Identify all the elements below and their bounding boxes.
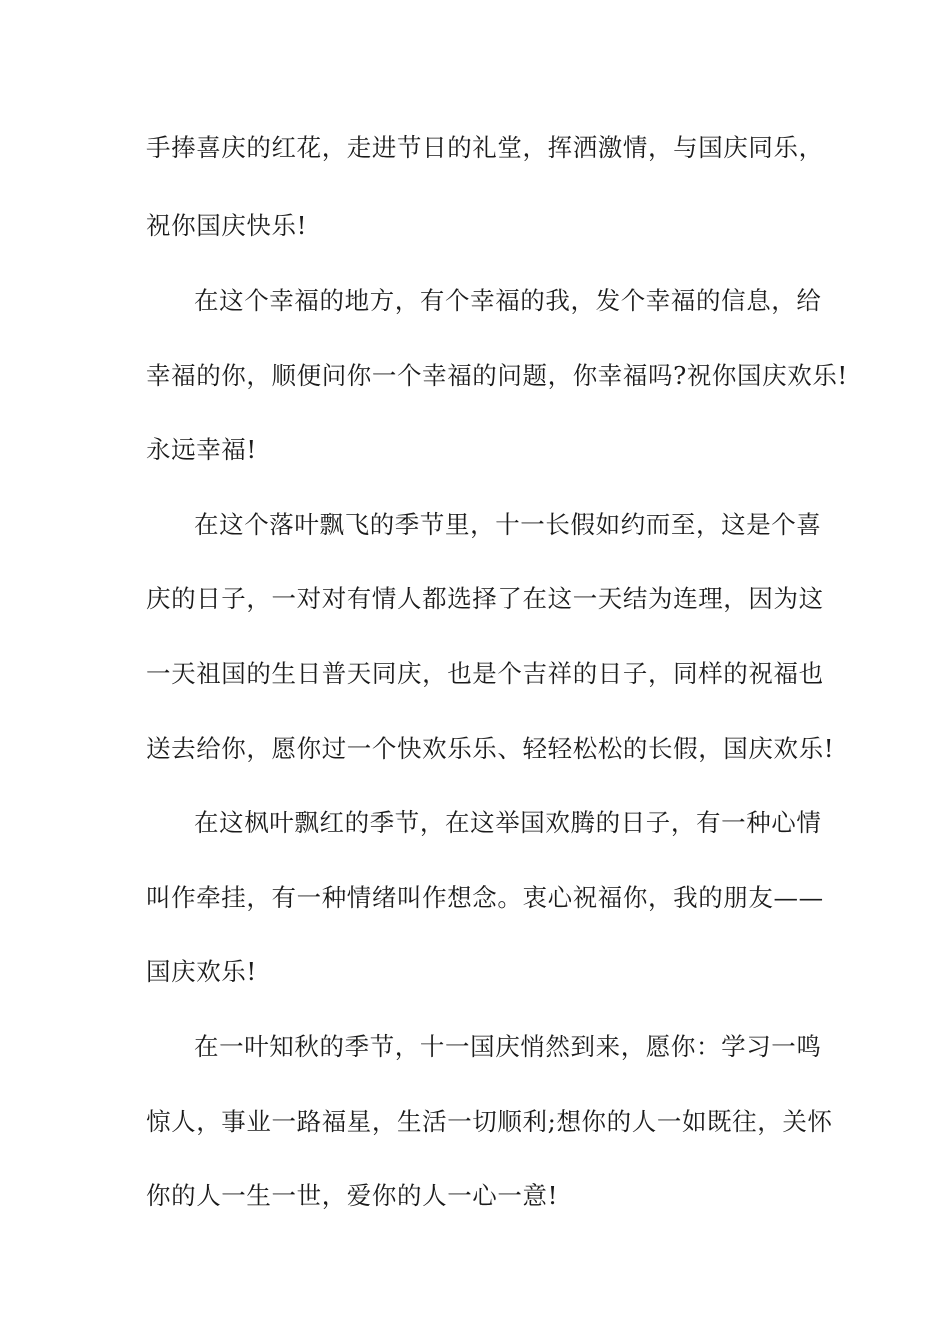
text-line: 一天祖国的生日普天同庆，也是个吉祥的日子，同样的祝福也: [146, 659, 824, 688]
text-line: 国庆欢乐!: [146, 957, 257, 986]
text-line: 永远幸福!: [146, 435, 257, 464]
text-line: 庆的日子，一对对有情人都选择了在这一天结为连理，因为这: [146, 584, 824, 613]
text-line: 叫作牵挂，有一种情绪叫作想念。衷心祝福你，我的朋友——: [146, 883, 824, 912]
paragraph-first-line: 在一叶知秋的季节，十一国庆悄然到来，愿你：学习一鸣: [194, 1032, 822, 1061]
text-line: 你的人一生一世，爱你的人一心一意!: [146, 1181, 559, 1210]
text-line: 惊人，事业一路福星，生活一切顺利;想你的人一如既往，关怀: [146, 1107, 833, 1136]
paragraph-first-line: 在这个幸福的地方，有个幸福的我，发个幸福的信息，给: [194, 286, 822, 315]
text-line: 送去给你，愿你过一个快欢乐乐、轻轻松松的长假，国庆欢乐!: [146, 734, 835, 763]
paragraph-first-line: 在这个落叶飘飞的季节里，十一长假如约而至，这是个喜: [194, 510, 822, 539]
text-line: 祝你国庆快乐!: [146, 211, 308, 240]
text-line: 幸福的你，顺便问你一个幸福的问题，你幸福吗?祝你国庆欢乐!: [146, 361, 848, 390]
text-line: 手捧喜庆的红花，走进节日的礼堂，挥洒激情，与国庆同乐，: [146, 133, 824, 162]
paragraph-first-line: 在这枫叶飘红的季节，在这举国欢腾的日子，有一种心情: [194, 808, 822, 837]
